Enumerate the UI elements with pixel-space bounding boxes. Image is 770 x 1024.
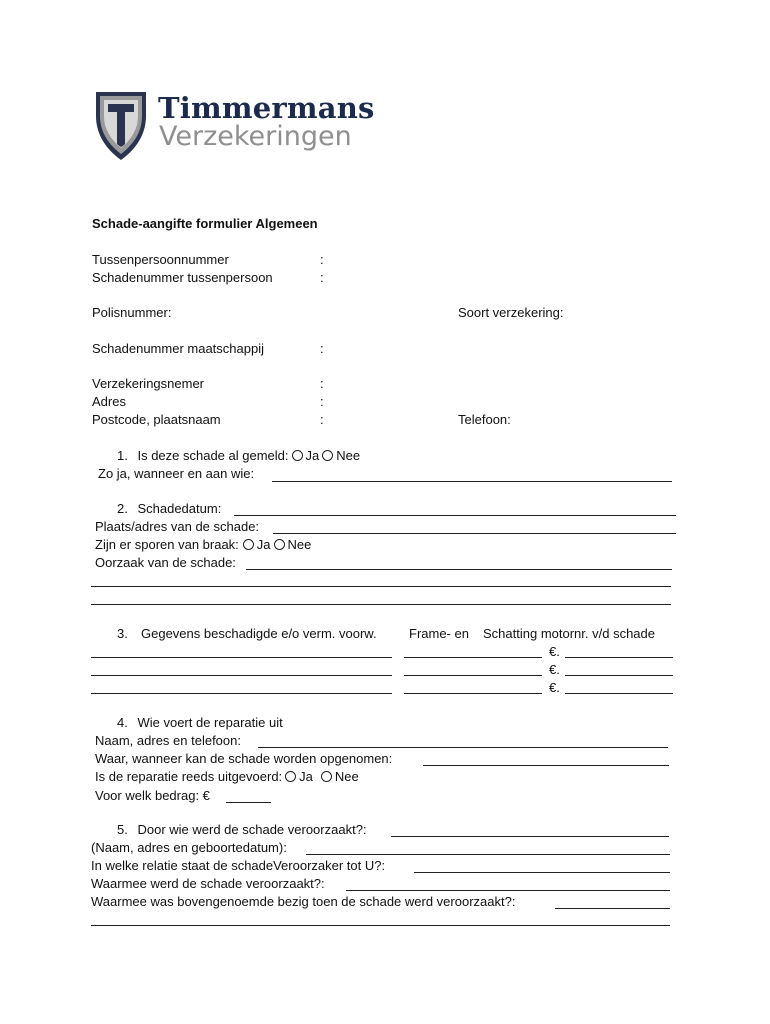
q2-schadedatum xyxy=(117,501,221,517)
company-logo xyxy=(92,86,392,166)
q3-row1-vehicle-field[interactable] xyxy=(91,657,392,658)
q4-naam-label: Naam, adres en telefoon: xyxy=(95,733,241,748)
q3-row2-frame-field[interactable] xyxy=(404,675,542,676)
q5-question-field[interactable] xyxy=(391,836,669,837)
q5-relatie-label: In welke relatie staat de schadeVeroorzaker tot U?: xyxy=(91,858,386,873)
q4-waar-field[interactable] xyxy=(423,765,669,766)
form-title: Schade-aangifte formulier Algemeen xyxy=(92,216,318,231)
colon: : xyxy=(320,412,324,427)
q5-naam-label: (Naam, adres en geboortedatum): xyxy=(91,840,287,855)
q3-col-gegevens: Gegevens beschadigde e/o verm. voorw. xyxy=(141,626,377,641)
label-postcode-plaatsnaam: Postcode, plaatsnaam xyxy=(92,412,221,427)
q2-yes-radio[interactable] xyxy=(243,539,254,550)
q5-relatie-field[interactable] xyxy=(414,872,670,873)
q4-yes-radio[interactable] xyxy=(285,771,296,782)
brand-subtitle: Verzekeringen xyxy=(159,121,352,152)
q2-schadedatum-field[interactable] xyxy=(234,515,676,516)
q3-row3-vehicle-field[interactable] xyxy=(91,693,392,694)
q2-sporen-label: Zijn er sporen van braak: xyxy=(95,537,239,552)
q4-no-radio[interactable] xyxy=(321,771,332,782)
label-tussenpersoonnummer: Tussenpersoonnummer xyxy=(92,252,229,267)
q3-row1-amount-field[interactable] xyxy=(565,657,673,658)
q4-question-text: Wie voert de reparatie uit xyxy=(137,715,283,730)
label-adres: Adres xyxy=(92,394,126,409)
q1-question xyxy=(117,448,360,464)
q3-row3-euro: €. xyxy=(549,680,560,695)
q2-number: 2. xyxy=(117,501,128,516)
q2-plaats-label: Plaats/adres van de schade: xyxy=(95,519,260,534)
q3-row3-amount-field[interactable] xyxy=(565,693,673,694)
brand-name: Timmermans xyxy=(158,91,375,125)
q1-yes-radio[interactable] xyxy=(292,450,303,461)
q4-no-label: Nee xyxy=(334,769,359,784)
q4-naam-field[interactable] xyxy=(258,747,668,748)
label-schadenummer-tussenpersoon: Schadenummer tussenpersoon xyxy=(92,270,273,285)
q4-bedrag-label: Voor welk bedrag: € xyxy=(95,788,210,803)
q4-number: 4. xyxy=(117,715,128,730)
q2-oorzaak-field-line2[interactable] xyxy=(91,586,671,587)
label-schadenummer-maatschappij: Schadenummer maatschappij xyxy=(92,341,264,356)
colon: : xyxy=(320,252,324,267)
q2-oorzaak-label: Oorzaak van de schade: xyxy=(95,555,236,570)
q2-schadedatum-label: Schadedatum: xyxy=(137,501,222,516)
q2-sporen xyxy=(95,537,311,553)
q3-col-frame: Frame- en xyxy=(409,626,469,641)
q5-bezig-label: Waarmee was bovengenoemde bezig toen de schade werd veroorzaakt?: xyxy=(91,894,516,909)
q2-plaats-field[interactable] xyxy=(273,533,676,534)
q4-uitgevoerd xyxy=(95,769,359,785)
q2-no-label: Nee xyxy=(287,537,312,552)
q4-bedrag-field[interactable] xyxy=(226,802,271,803)
q3-col-schatting: Schatting motornr. v/d schade xyxy=(483,626,655,641)
q5-number: 5. xyxy=(117,822,128,837)
label-verzekeringsnemer: Verzekeringsnemer xyxy=(92,376,204,391)
q1-question-text: Is deze schade al gemeld: xyxy=(137,448,289,463)
q1-followup-label: Zo ja, wanneer en aan wie: xyxy=(98,466,255,481)
q3-row2-euro: €. xyxy=(549,662,560,677)
q1-no-radio[interactable] xyxy=(322,450,333,461)
q5-naam-field[interactable] xyxy=(306,854,670,855)
q5-bezig-field[interactable] xyxy=(555,908,670,909)
q5-question-text: Door wie werd de schade veroorzaakt?: xyxy=(137,822,367,837)
q5-waarmee-field[interactable] xyxy=(346,890,670,891)
q3-row1-frame-field[interactable] xyxy=(404,657,542,658)
q1-no-label: Nee xyxy=(336,448,361,463)
q4-uitgevoerd-label: Is de reparatie reeds uitgevoerd: xyxy=(95,769,283,784)
q3-row3-frame-field[interactable] xyxy=(404,693,542,694)
colon: : xyxy=(320,376,324,391)
q1-yes-label: Ja xyxy=(305,448,320,463)
q3-row2-amount-field[interactable] xyxy=(565,675,673,676)
colon: : xyxy=(320,270,324,285)
q4-yes-label: Ja xyxy=(299,769,313,784)
q1-number: 1. xyxy=(117,448,128,463)
label-polisnummer: Polisnummer: xyxy=(92,305,172,320)
q2-yes-label: Ja xyxy=(256,537,271,552)
label-telefoon: Telefoon: xyxy=(458,412,511,427)
q5-question xyxy=(117,822,367,838)
q1-followup-field[interactable] xyxy=(272,481,672,482)
q4-waar-label: Waar, wanneer kan de schade worden opgenomen: xyxy=(95,751,393,766)
q3-number: 3. xyxy=(117,626,128,641)
q2-oorzaak-field-line3[interactable] xyxy=(91,604,671,605)
colon: : xyxy=(320,394,324,409)
q5-bezig-field-line2[interactable] xyxy=(91,925,670,926)
q4-question xyxy=(117,715,283,731)
q3-row2-vehicle-field[interactable] xyxy=(91,675,392,676)
q5-waarmee-label: Waarmee werd de schade veroorzaakt?: xyxy=(91,876,325,891)
q2-no-radio[interactable] xyxy=(274,539,285,550)
shield-logo-icon xyxy=(92,86,150,162)
q2-oorzaak-field[interactable] xyxy=(246,569,672,570)
q3-row1-euro: €. xyxy=(549,644,560,659)
colon: : xyxy=(320,341,324,356)
label-soort-verzekering: Soort verzekering: xyxy=(458,305,564,320)
